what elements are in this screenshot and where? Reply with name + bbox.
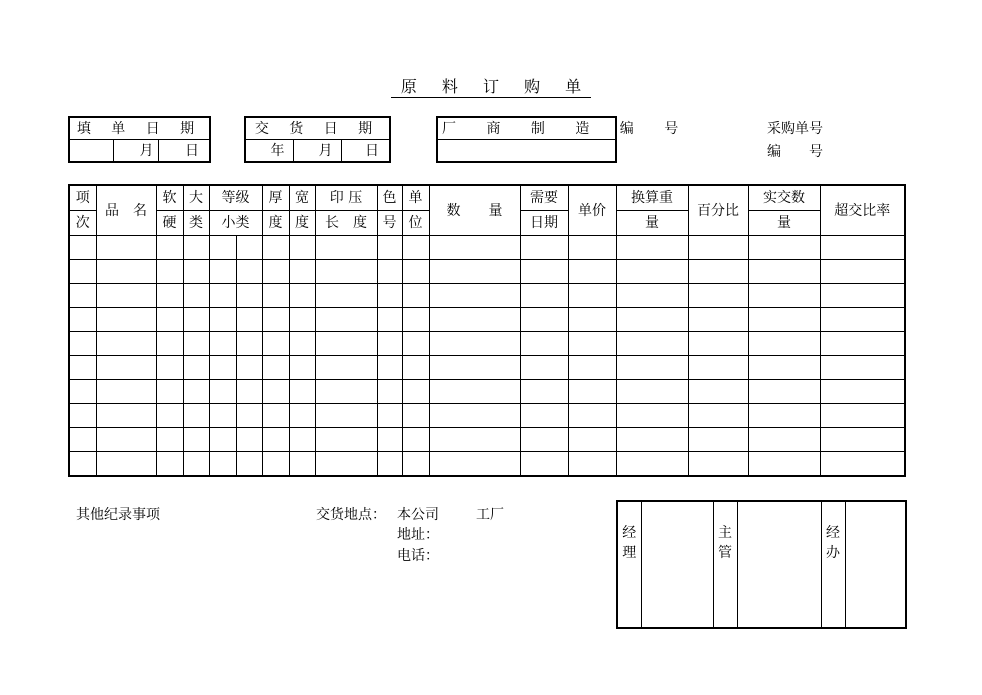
table-row — [69, 428, 905, 452]
table-cell[interactable] — [820, 236, 905, 260]
table-row — [69, 260, 905, 284]
table-cell[interactable] — [69, 428, 96, 452]
table-cell[interactable] — [289, 236, 315, 260]
table-cell[interactable] — [183, 308, 209, 332]
table-cell[interactable] — [402, 452, 429, 477]
table-cell[interactable] — [236, 452, 262, 477]
delivery-date-month[interactable]: 月 — [293, 140, 341, 163]
col-color-2: 号 — [377, 211, 402, 236]
table-cell[interactable] — [820, 284, 905, 308]
table-cell[interactable] — [520, 308, 568, 332]
table-cell[interactable] — [820, 332, 905, 356]
address-label: 地址： — [397, 527, 439, 543]
table-cell[interactable] — [69, 356, 96, 380]
col-soft-1: 软 — [156, 185, 183, 211]
table-cell[interactable] — [315, 404, 377, 428]
table-cell[interactable] — [156, 332, 183, 356]
manufacturer-code-box — [436, 116, 692, 163]
table-cell[interactable] — [156, 380, 183, 404]
table-cell[interactable] — [69, 308, 96, 332]
table-cell[interactable] — [262, 404, 289, 428]
table-cell[interactable] — [688, 380, 748, 404]
table-cell[interactable] — [236, 260, 262, 284]
table-cell[interactable] — [96, 236, 156, 260]
table-cell[interactable] — [262, 452, 289, 477]
table-cell[interactable] — [96, 404, 156, 428]
table-cell[interactable] — [209, 332, 236, 356]
table-cell[interactable] — [262, 260, 289, 284]
table-cell[interactable] — [688, 332, 748, 356]
col-item-no-2: 次 — [69, 211, 96, 236]
table-cell[interactable] — [209, 380, 236, 404]
table-row — [69, 380, 905, 404]
table-cell[interactable] — [820, 428, 905, 452]
table-cell[interactable] — [616, 236, 688, 260]
table-cell[interactable] — [688, 428, 748, 452]
table-cell[interactable] — [402, 404, 429, 428]
order-items-table — [68, 184, 906, 477]
fill-date-day[interactable]: 日 — [158, 140, 210, 163]
delivery-date-label: 交 货 日 期 — [245, 117, 390, 140]
col-width-1: 宽 — [289, 185, 315, 211]
table-cell[interactable] — [748, 428, 820, 452]
table-cell[interactable] — [616, 452, 688, 477]
table-cell[interactable] — [748, 380, 820, 404]
table-row — [69, 284, 905, 308]
table-row — [69, 308, 905, 332]
table-cell[interactable] — [183, 452, 209, 477]
table-cell[interactable] — [748, 452, 820, 477]
table-cell[interactable] — [520, 236, 568, 260]
table-cell[interactable] — [262, 236, 289, 260]
signature-box — [616, 500, 907, 629]
other-notes-label: 其他纪录事项 — [76, 507, 160, 523]
table-cell[interactable] — [688, 452, 748, 477]
table-cell[interactable] — [315, 332, 377, 356]
table-cell[interactable] — [156, 284, 183, 308]
header-row-1 — [69, 185, 905, 211]
table-cell[interactable] — [377, 260, 402, 284]
table-cell[interactable] — [748, 308, 820, 332]
table-cell[interactable] — [688, 236, 748, 260]
table-cell[interactable] — [429, 332, 520, 356]
table-cell[interactable] — [69, 332, 96, 356]
table-cell[interactable] — [209, 404, 236, 428]
table-cell[interactable] — [520, 380, 568, 404]
table-cell[interactable] — [289, 284, 315, 308]
table-cell[interactable] — [262, 284, 289, 308]
col-major-2: 类 — [183, 211, 209, 236]
table-cell[interactable] — [748, 284, 820, 308]
table-cell[interactable] — [688, 284, 748, 308]
table-cell[interactable] — [688, 260, 748, 284]
table-cell[interactable] — [236, 332, 262, 356]
table-cell[interactable] — [96, 452, 156, 477]
table-cell[interactable] — [568, 380, 616, 404]
purchase-no-label-1: 采购单号 — [767, 121, 823, 137]
table-cell[interactable] — [156, 308, 183, 332]
delivery-place-label: 交货地点： — [316, 507, 386, 523]
table-cell[interactable] — [429, 356, 520, 380]
col-converted-weight-2: 量 — [616, 211, 688, 236]
phone-label: 电话： — [397, 548, 439, 564]
table-cell[interactable] — [96, 380, 156, 404]
table-body — [69, 236, 905, 477]
table-cell[interactable] — [96, 260, 156, 284]
fill-date-blank[interactable] — [69, 140, 113, 163]
handler-label: 经办 — [821, 501, 845, 628]
table-cell[interactable] — [96, 356, 156, 380]
col-emboss: 印 压 — [315, 185, 377, 211]
col-minor: 小类 — [209, 211, 262, 236]
table-cell[interactable] — [69, 260, 96, 284]
table-cell[interactable] — [289, 332, 315, 356]
table-cell[interactable] — [402, 332, 429, 356]
table-cell[interactable] — [520, 284, 568, 308]
delivery-date-day[interactable]: 日 — [341, 140, 390, 163]
table-cell[interactable] — [568, 308, 616, 332]
table-cell[interactable] — [289, 308, 315, 332]
table-cell[interactable] — [183, 260, 209, 284]
table-cell[interactable] — [262, 308, 289, 332]
table-cell[interactable] — [69, 404, 96, 428]
table-cell[interactable] — [377, 284, 402, 308]
table-cell[interactable] — [209, 284, 236, 308]
delivery-date-box — [244, 116, 391, 163]
table-cell[interactable] — [402, 428, 429, 452]
table-cell[interactable] — [289, 428, 315, 452]
table-cell[interactable] — [616, 260, 688, 284]
table-cell[interactable] — [156, 404, 183, 428]
table-cell[interactable] — [429, 308, 520, 332]
table-cell[interactable] — [289, 380, 315, 404]
col-required-date-2: 日期 — [520, 211, 568, 236]
col-width-2: 度 — [289, 211, 315, 236]
table-cell[interactable] — [209, 452, 236, 477]
table-cell[interactable] — [289, 260, 315, 284]
table-cell[interactable] — [377, 332, 402, 356]
table-cell[interactable] — [429, 380, 520, 404]
col-quantity: 数 量 — [429, 185, 520, 236]
table-cell[interactable] — [402, 380, 429, 404]
table-cell[interactable] — [156, 260, 183, 284]
table-cell[interactable] — [429, 428, 520, 452]
table-cell[interactable] — [156, 356, 183, 380]
table-cell[interactable] — [429, 260, 520, 284]
table-cell[interactable] — [820, 260, 905, 284]
manufacturer-code-value[interactable] — [437, 140, 616, 163]
table-cell[interactable] — [748, 236, 820, 260]
col-actual-qty-1: 实交数 — [748, 185, 820, 211]
table-cell[interactable] — [209, 308, 236, 332]
col-actual-qty-2: 量 — [748, 211, 820, 236]
table-cell[interactable] — [69, 284, 96, 308]
table-cell[interactable] — [289, 452, 315, 477]
table-cell[interactable] — [520, 452, 568, 477]
table-cell[interactable] — [820, 404, 905, 428]
col-percentage: 百分比 — [688, 185, 748, 236]
col-soft-2: 硬 — [156, 211, 183, 236]
table-cell[interactable] — [236, 308, 262, 332]
supervisor-label: 主管 — [713, 501, 737, 628]
table-cell[interactable] — [748, 356, 820, 380]
table-cell[interactable] — [236, 380, 262, 404]
table-cell[interactable] — [402, 308, 429, 332]
table-cell[interactable] — [568, 356, 616, 380]
table-cell[interactable] — [156, 452, 183, 477]
table-cell[interactable] — [209, 428, 236, 452]
table-cell[interactable] — [688, 356, 748, 380]
table-cell[interactable] — [236, 236, 262, 260]
table-cell[interactable] — [688, 308, 748, 332]
table-cell[interactable] — [96, 284, 156, 308]
col-thickness-2: 度 — [262, 211, 289, 236]
col-thickness-1: 厚 — [262, 185, 289, 211]
table-cell[interactable] — [568, 428, 616, 452]
fill-date-label: 填 单 日 期 — [69, 117, 210, 140]
table-cell[interactable] — [616, 308, 688, 332]
purchase-no-label-2: 编 号 — [767, 144, 823, 160]
table-cell[interactable] — [209, 260, 236, 284]
table-cell[interactable] — [183, 356, 209, 380]
table-cell[interactable] — [315, 236, 377, 260]
delivery-place-value: 本公司 — [397, 507, 439, 523]
table-cell[interactable] — [315, 284, 377, 308]
col-length: 长 度 — [315, 211, 377, 236]
table-cell[interactable] — [262, 332, 289, 356]
table-row — [69, 236, 905, 260]
factory-label: 工厂 — [476, 507, 504, 523]
table-cell[interactable] — [616, 284, 688, 308]
table-cell[interactable] — [820, 308, 905, 332]
table-cell[interactable] — [377, 236, 402, 260]
table-cell[interactable] — [377, 356, 402, 380]
table-cell[interactable] — [377, 404, 402, 428]
col-product-name: 品 名 — [96, 185, 156, 236]
table-cell[interactable] — [377, 452, 402, 477]
table-cell[interactable] — [429, 452, 520, 477]
table-cell[interactable] — [209, 236, 236, 260]
col-converted-weight-1: 换算重 — [616, 185, 688, 211]
table-cell[interactable] — [156, 428, 183, 452]
fill-date-month[interactable]: 月 — [113, 140, 158, 163]
table-cell[interactable] — [69, 452, 96, 477]
table-cell[interactable] — [183, 284, 209, 308]
table-cell[interactable] — [748, 260, 820, 284]
table-cell[interactable] — [520, 260, 568, 284]
table-row — [69, 452, 905, 477]
table-cell[interactable] — [262, 428, 289, 452]
table-cell[interactable] — [616, 356, 688, 380]
table-row — [69, 332, 905, 356]
table-cell[interactable] — [236, 404, 262, 428]
table-row — [69, 404, 905, 428]
table-cell[interactable] — [236, 428, 262, 452]
table-cell[interactable] — [156, 236, 183, 260]
table-cell[interactable] — [429, 404, 520, 428]
table-cell[interactable] — [520, 332, 568, 356]
table-cell[interactable] — [568, 260, 616, 284]
table-cell[interactable] — [429, 236, 520, 260]
table-cell[interactable] — [315, 308, 377, 332]
table-cell[interactable] — [183, 404, 209, 428]
table-cell[interactable] — [402, 260, 429, 284]
table-cell[interactable] — [315, 356, 377, 380]
table-cell[interactable] — [377, 380, 402, 404]
table-cell[interactable] — [568, 404, 616, 428]
table-cell[interactable] — [377, 428, 402, 452]
delivery-date-year[interactable]: 年 — [245, 140, 293, 163]
table-cell[interactable] — [262, 356, 289, 380]
table-cell[interactable] — [262, 380, 289, 404]
table-cell[interactable] — [568, 332, 616, 356]
col-over-ratio: 超交比率 — [820, 185, 905, 236]
table-cell[interactable] — [748, 332, 820, 356]
table-cell[interactable] — [820, 380, 905, 404]
table-cell[interactable] — [96, 332, 156, 356]
table-cell[interactable] — [520, 428, 568, 452]
table-cell[interactable] — [429, 284, 520, 308]
table-cell[interactable] — [183, 236, 209, 260]
table-cell[interactable] — [69, 236, 96, 260]
table-cell[interactable] — [289, 404, 315, 428]
fill-date-box — [68, 116, 211, 163]
table-cell[interactable] — [315, 428, 377, 452]
col-unit-price: 单价 — [568, 185, 616, 236]
table-cell[interactable] — [96, 308, 156, 332]
table-cell[interactable] — [616, 428, 688, 452]
table-cell[interactable] — [315, 380, 377, 404]
table-cell[interactable] — [616, 404, 688, 428]
table-cell[interactable] — [183, 332, 209, 356]
manager-signature[interactable] — [641, 501, 713, 628]
table-cell[interactable] — [520, 356, 568, 380]
table-cell[interactable] — [402, 236, 429, 260]
table-cell[interactable] — [289, 356, 315, 380]
col-unit-2: 位 — [402, 211, 429, 236]
table-cell[interactable] — [236, 356, 262, 380]
col-required-date-1: 需要 — [520, 185, 568, 211]
table-cell[interactable] — [402, 356, 429, 380]
col-grade: 等级 — [209, 185, 262, 211]
table-cell[interactable] — [520, 404, 568, 428]
table-cell[interactable] — [183, 428, 209, 452]
table-cell[interactable] — [183, 380, 209, 404]
manager-label: 经理 — [617, 501, 641, 628]
table-cell[interactable] — [568, 452, 616, 477]
table-cell[interactable] — [616, 380, 688, 404]
table-cell[interactable] — [236, 284, 262, 308]
handler-signature[interactable] — [845, 501, 906, 628]
table-cell[interactable] — [96, 428, 156, 452]
table-row — [69, 356, 905, 380]
col-unit-1: 单 — [402, 185, 429, 211]
table-cell[interactable] — [315, 452, 377, 477]
supervisor-signature[interactable] — [737, 501, 821, 628]
col-item-no-1: 项 — [69, 185, 96, 211]
page-title: 原 料 订 购 单 — [0, 74, 982, 97]
table-cell[interactable] — [209, 356, 236, 380]
manufacturer-code-label: 厂 商 制 造 编 号 — [437, 117, 616, 140]
table-cell[interactable] — [568, 284, 616, 308]
table-cell[interactable] — [402, 284, 429, 308]
table-cell[interactable] — [748, 404, 820, 428]
table-cell[interactable] — [69, 380, 96, 404]
table-cell[interactable] — [315, 260, 377, 284]
table-cell[interactable] — [820, 452, 905, 477]
table-cell[interactable] — [377, 308, 402, 332]
table-cell[interactable] — [820, 356, 905, 380]
col-color-1: 色 — [377, 185, 402, 211]
table-cell[interactable] — [616, 332, 688, 356]
table-cell[interactable] — [568, 236, 616, 260]
table-cell[interactable] — [688, 404, 748, 428]
col-major-1: 大 — [183, 185, 209, 211]
